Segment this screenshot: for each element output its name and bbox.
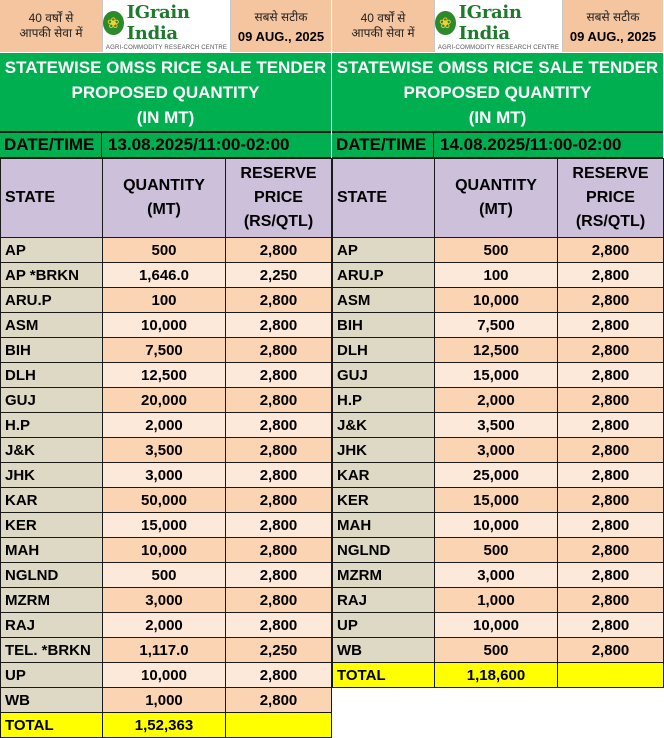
grain-icon: ❀ [103,11,124,35]
table-row: JHK 3,000 2,800 [333,438,664,463]
tender-table [332,158,664,688]
slogan: सबसे सटीक [586,10,640,24]
datetime-row [332,131,663,158]
table-row: JHK 3,000 2,800 [1,463,332,488]
price-header: RESERVE PRICE (RS/QTL) [226,159,332,238]
table-row: UP 10,000 2,800 [333,613,664,638]
grain-icon: ❀ [435,11,456,35]
table-title: STATEWISE OMSS RICE SALE TENDER PROPOSED QUANTITY (IN MT) [332,52,663,131]
header-row [333,159,664,238]
table-row: ARU.P 100 2,800 [333,263,664,288]
quantity-header: QUANTITY (MT) [435,159,558,238]
table-row: AP 500 2,800 [1,238,332,263]
table-row: UP 10,000 2,800 [1,663,332,688]
table-row: MAH 10,000 2,800 [333,513,664,538]
table-row: NGLND 500 2,800 [1,563,332,588]
table-row: AP 500 2,800 [333,238,664,263]
tender-panel-left [0,0,331,738]
table-row: MZRM 3,000 2,800 [1,588,332,613]
state-header: STATE [1,159,103,238]
brand-name: IGrain India [126,1,190,44]
total-row: TOTAL 1,18,600 [333,663,664,688]
tagline-line2: आपकी सेवा में [351,26,415,40]
tender-table [0,158,332,738]
tagline-box [0,0,103,52]
table-row: GUJ 20,000 2,800 [1,388,332,413]
datetime-label: DATE/TIME [0,133,102,157]
tagline-line1: 40 वर्षों से [360,11,406,25]
table-row: DLH 12,500 2,800 [333,338,664,363]
table-row: AP *BRKN 1,646.0 2,250 [1,263,332,288]
table-row: ASM 10,000 2,800 [333,288,664,313]
table-title: STATEWISE OMSS RICE SALE TENDER PROPOSED QUANTITY (IN MT) [0,52,331,131]
state-header: STATE [333,159,435,238]
tender-panel-right [332,0,663,688]
table-row: KER 15,000 2,800 [1,513,332,538]
brand-header [0,0,331,52]
table-row: WB 500 2,800 [333,638,664,663]
table-row: WB 1,000 2,800 [1,688,332,713]
table-row: NGLND 500 2,800 [333,538,664,563]
table-row: H.P 2,000 2,800 [1,413,332,438]
table-row: BIH 7,500 2,800 [333,313,664,338]
table-row: MAH 10,000 2,800 [1,538,332,563]
total-row: TOTAL 1,52,363 [1,713,332,738]
table-row: KAR 50,000 2,800 [1,488,332,513]
tagline-line2: आपकी सेवा में [19,26,83,40]
report-date: 09 AUG., 2025 [569,29,657,44]
datetime-row [0,131,331,158]
table-row: GUJ 15,000 2,800 [333,363,664,388]
datetime-value: 13.08.2025/11:00-02:00 [108,135,290,154]
table-row: DLH 12,500 2,800 [1,363,332,388]
table-row: RAJ 1,000 2,800 [333,588,664,613]
table-row: ARU.P 100 2,800 [1,288,332,313]
slogan: सबसे सटीक [254,10,308,24]
tagline-box [332,0,435,52]
table-row: J&K 3,500 2,800 [333,413,664,438]
table-row: H.P 2,000 2,800 [333,388,664,413]
quantity-header: QUANTITY (MT) [103,159,226,238]
table-row: MZRM 3,000 2,800 [333,563,664,588]
date-box [562,0,663,52]
datetime-value: 14.08.2025/11:00-02:00 [440,135,622,154]
brand-name: IGrain India [458,1,522,44]
price-header: RESERVE PRICE (RS/QTL) [558,159,664,238]
table-row: RAJ 2,000 2,800 [1,613,332,638]
table-row: KER 15,000 2,800 [333,488,664,513]
table-row: TEL. *BRKN 1,117.0 2,250 [1,638,332,663]
datetime-label: DATE/TIME [332,133,434,157]
tagline-line1: 40 वर्षों से [28,11,74,25]
brand-subtitle: AGRI-COMMODITY RESEARCH CENTRE [105,44,228,51]
header-row [1,159,332,238]
brand-subtitle: AGRI-COMMODITY RESEARCH CENTRE [437,44,560,51]
logo [103,0,230,52]
report-date: 09 AUG., 2025 [237,29,325,44]
table-row: BIH 7,500 2,800 [1,338,332,363]
table-row: KAR 25,000 2,800 [333,463,664,488]
table-row: ASM 10,000 2,800 [1,313,332,338]
logo [435,0,562,52]
brand-header [332,0,663,52]
table-row: J&K 3,500 2,800 [1,438,332,463]
date-box [230,0,331,52]
